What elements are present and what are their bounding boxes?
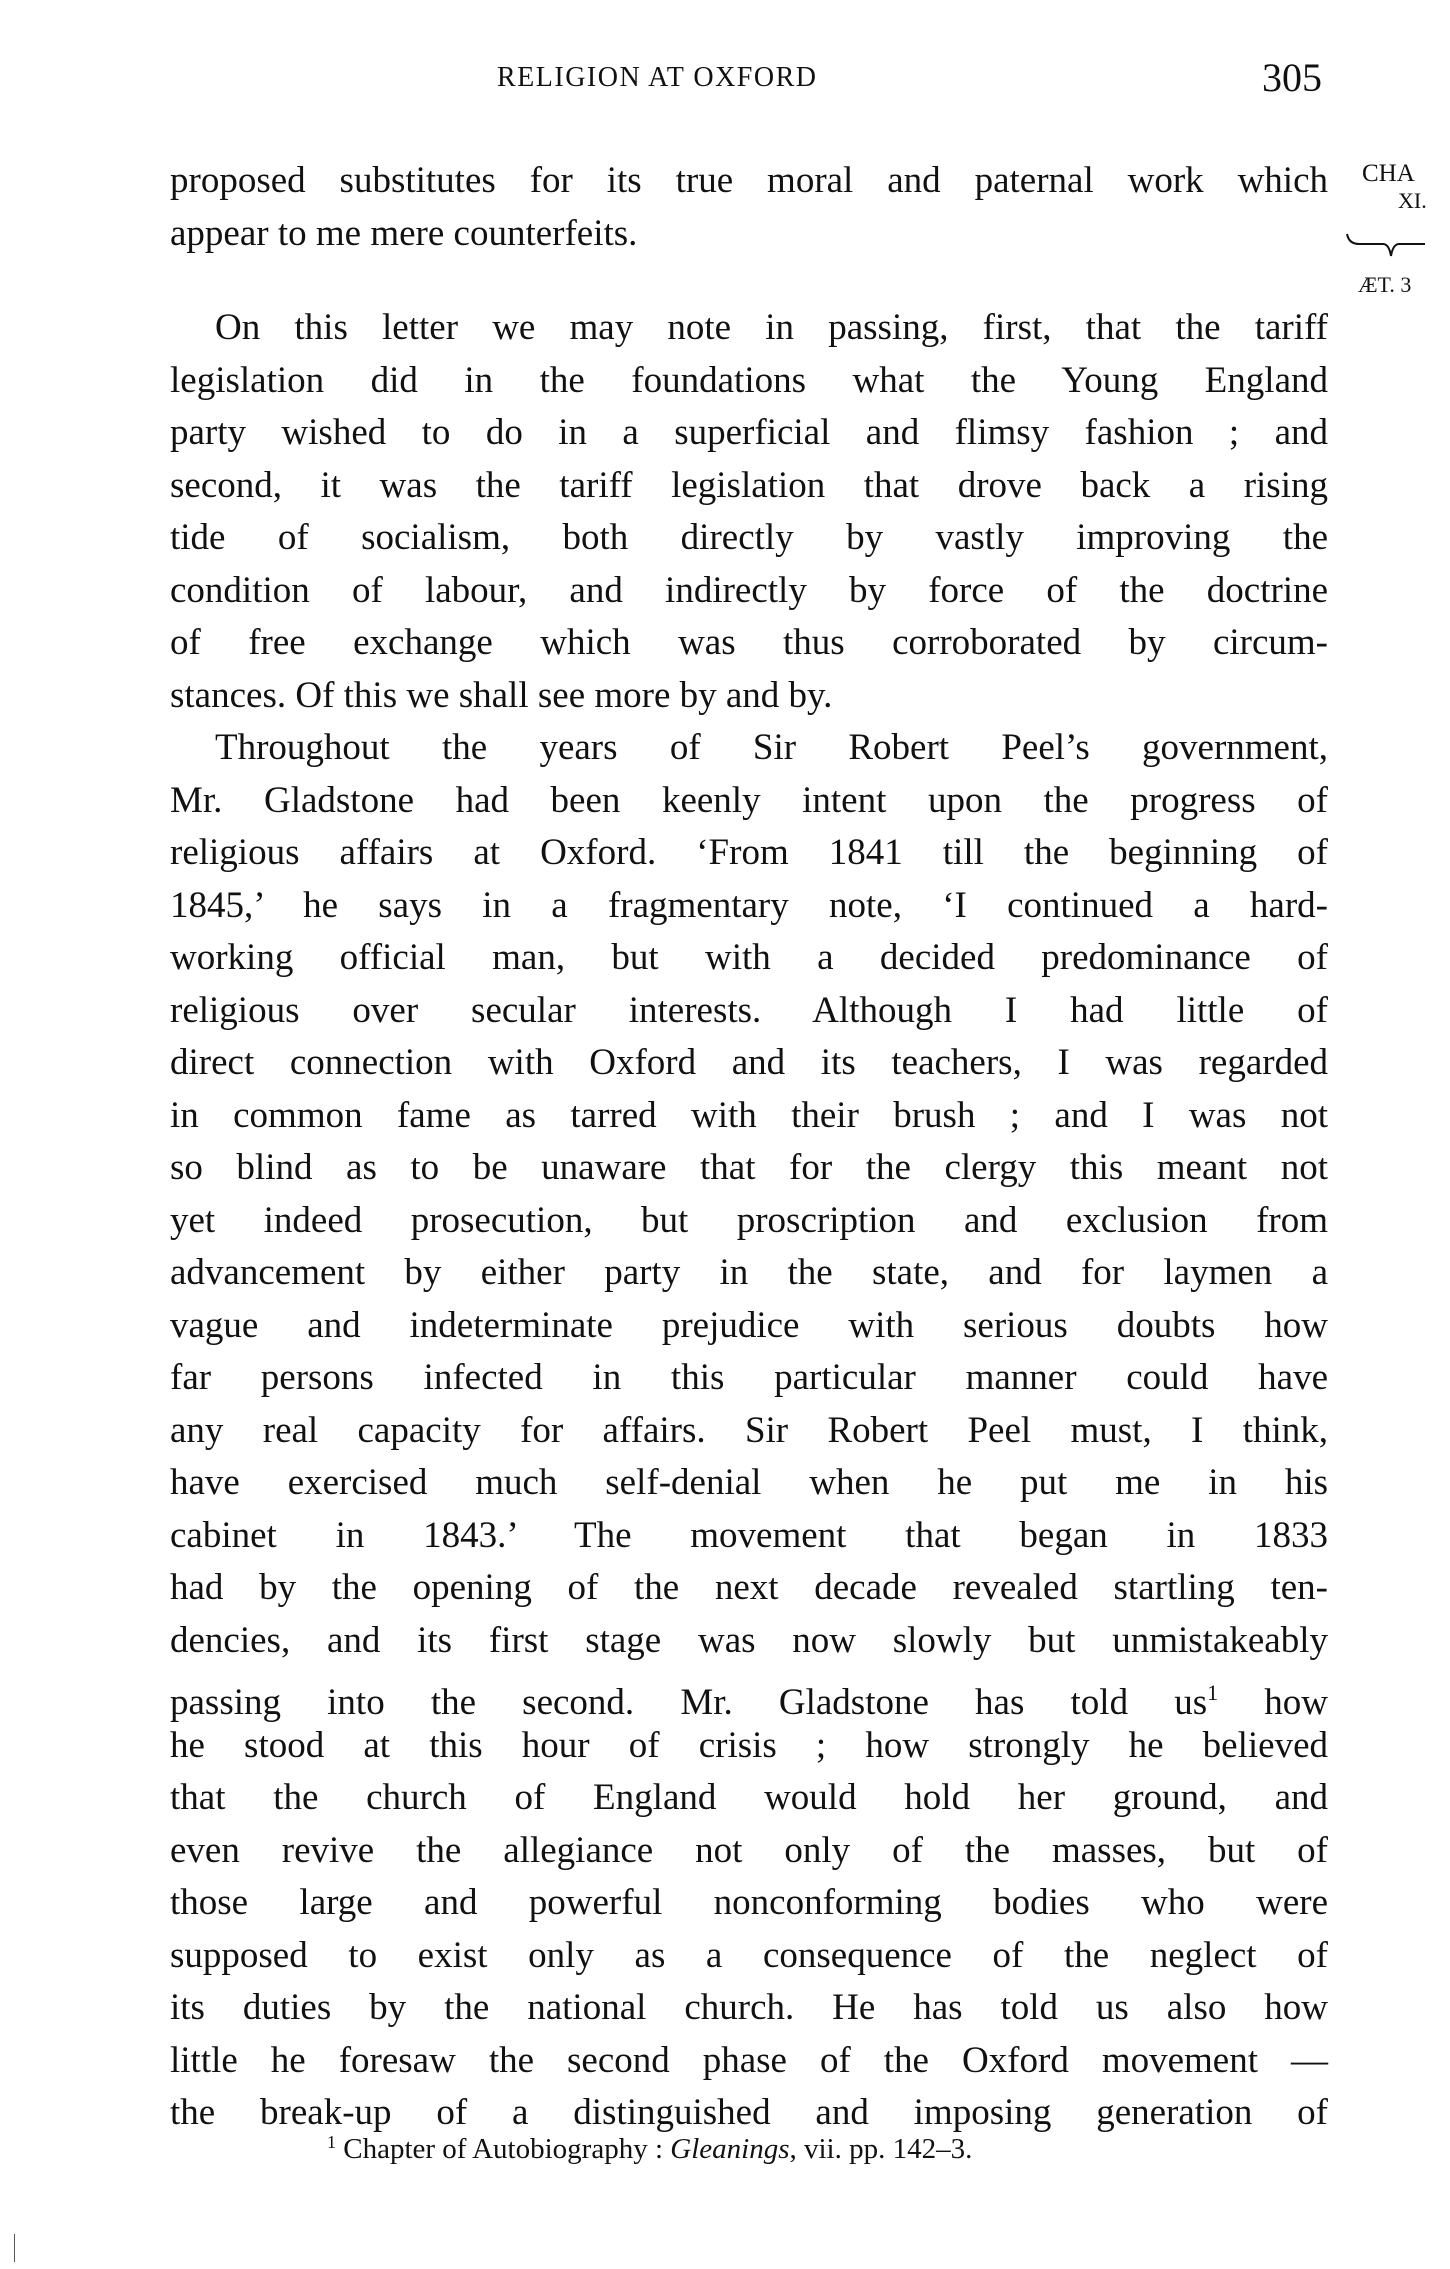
text-line: those large and powerful nonconforming bodies who were xyxy=(170,1882,1328,1923)
margin-note-chapter-number: XI. xyxy=(1398,188,1427,213)
text-line: in common fame as tarred with their brush ; and I was not xyxy=(170,1094,1328,1136)
margin-note-age: ÆT. 3 xyxy=(1358,272,1412,297)
footnote-marker: 1 xyxy=(327,2132,336,2152)
margin-note-chapter: CHA xyxy=(1362,160,1415,187)
footnote-citation: , vii. pp. 142–3. xyxy=(789,2133,973,2165)
footnote-reference[interactable]: 1 xyxy=(1207,1680,1219,1705)
text-line: little he foresaw the second phase of the Oxford movement — xyxy=(170,2039,1328,2081)
text-line: supposed to exist only as a consequence of the neglect of xyxy=(170,1934,1328,1976)
text-line: any real capacity for affairs. Sir Robert Peel must, I think, xyxy=(170,1409,1328,1451)
text-line: Throughout the years of Sir Robert Peel’s government, xyxy=(215,727,1328,768)
text-fragment: how xyxy=(1218,1682,1328,1723)
text-line: party wished to do in a superficial and flimsy fashion ; and xyxy=(170,412,1328,453)
text-line: passing into the second. Mr. Gladstone has told us$^1$ how xyxy=(170,1680,1328,1723)
brace-icon xyxy=(1345,232,1425,262)
text-line: working official man, but with a decided predominance of xyxy=(170,937,1328,978)
text-line: the break-up of a distinguished and imposing generation of xyxy=(170,2092,1328,2133)
running-head-title: RELIGION AT OXFORD xyxy=(497,62,818,93)
scan-artifact-line xyxy=(14,2234,15,2262)
text-line: yet indeed prosecution, but proscription and exclusion from xyxy=(170,1199,1328,1241)
text-line: proposed substitutes for its true moral and paternal work which xyxy=(170,160,1328,201)
text-line: he stood at this hour of crisis ; how strongly he believed xyxy=(170,1724,1328,1766)
text-line: appear to me mere counterfeits. xyxy=(170,212,638,254)
text-line: tide of socialism, both directly by vastly improving the xyxy=(170,517,1328,558)
text-line: 1845,’ he says in a fragmentary note, ‘I continued a hard- xyxy=(170,884,1328,926)
text-line: have exercised much self-denial when he put me in his xyxy=(170,1462,1328,1503)
text-line: On this letter we may note in passing, first, that the tariff xyxy=(215,307,1328,348)
text-line: cabinet in 1843.’ The movement that began in 1833 xyxy=(170,1514,1328,1556)
text-line: condition of labour, and indirectly by force of the doctrine xyxy=(170,569,1328,611)
footnote-italic-title: Gleanings xyxy=(670,2133,790,2165)
page-number: 305 xyxy=(1262,55,1322,100)
text-line: its duties by the national church. He has told us also how xyxy=(170,1987,1328,2028)
text-line: had by the opening of the next decade revealed startling ten- xyxy=(170,1567,1328,1608)
text-line: that the church of England would hold her ground, and xyxy=(170,1777,1328,1818)
text-line: direct connection with Oxford and its teachers, I was regarded xyxy=(170,1042,1328,1083)
text-line: legislation did in the foundations what the Young England xyxy=(170,359,1328,401)
text-line: religious affairs at Oxford. ‘From 1841 till the beginning of xyxy=(170,832,1328,873)
text-line: religious over secular interests. Although I had little of xyxy=(170,989,1328,1031)
footnote xyxy=(327,2132,972,2166)
text-line: far persons infected in this particular manner could have xyxy=(170,1357,1328,1398)
footnote-text: Chapter of Autobiography : xyxy=(343,2133,671,2165)
text-line: vague and indeterminate prejudice with serious doubts how xyxy=(170,1304,1328,1346)
text-line: advancement by either party in the state, and for laymen a xyxy=(170,1252,1328,1293)
text-line: dencies, and its first stage was now slowly but unmistakeably xyxy=(170,1619,1328,1661)
text-line: even revive the allegiance not only of the masses, but of xyxy=(170,1829,1328,1871)
text-line: so blind as to be unaware that for the clergy this meant not xyxy=(170,1147,1328,1188)
text-line: second, it was the tariff legislation that drove back a rising xyxy=(170,464,1328,506)
text-line: of free exchange which was thus corroborated by circum- xyxy=(170,622,1328,663)
text-line: Mr. Gladstone had been keenly intent upon the progress of xyxy=(170,779,1328,821)
text-line: stances. Of this we shall see more by and by. xyxy=(170,674,833,716)
